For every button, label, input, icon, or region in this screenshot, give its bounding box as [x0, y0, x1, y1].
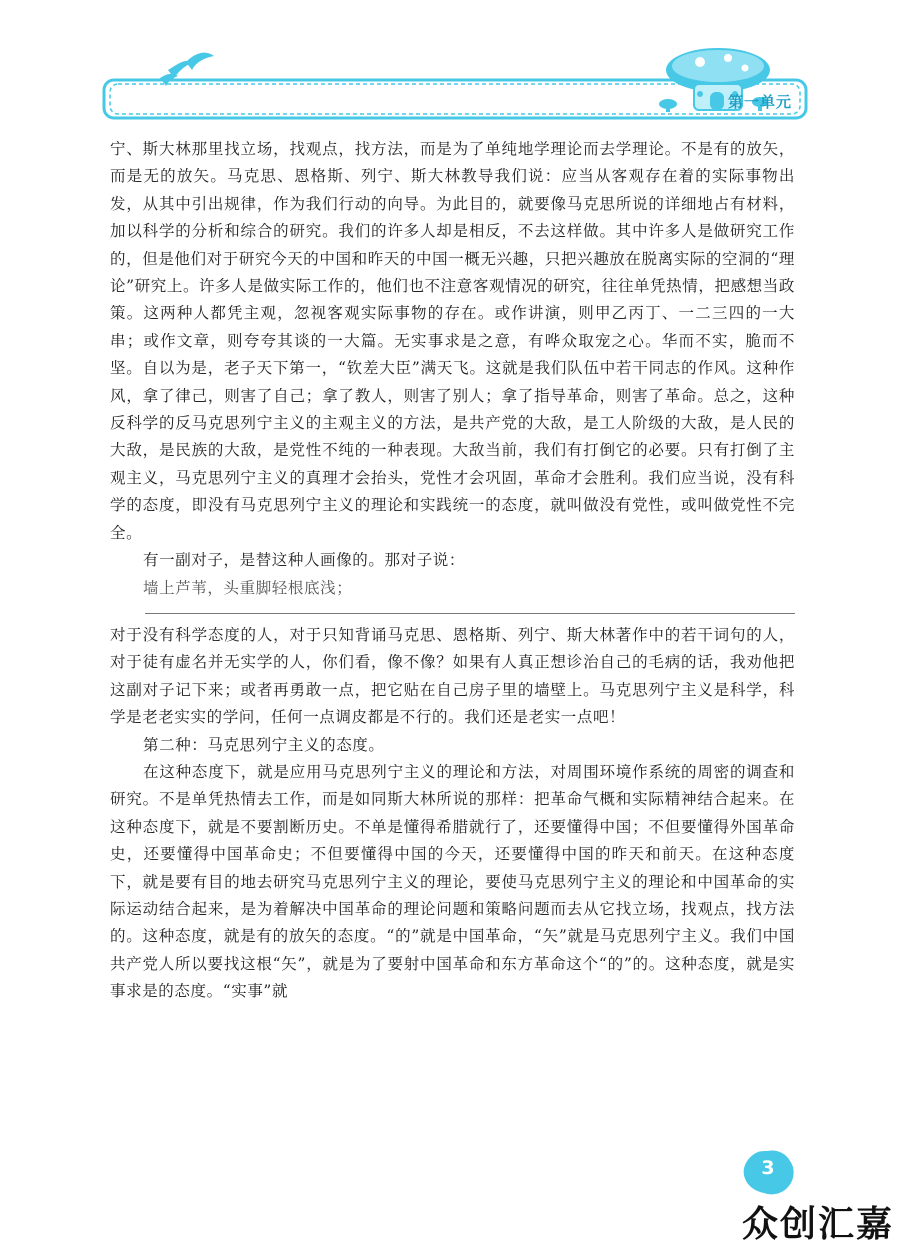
paragraph: 有一副对子，是替这种人画像的。那对子说： — [143, 551, 466, 570]
divider — [145, 613, 795, 614]
paragraph: 在这种态度下，就是应用马克思列宁主义的理论和方法，对周围环境作系统的周密的调查和研究。不是单凭热情去工作，而是如同斯大林所说的那样：把革命气概和实际精神结合起来。在这种态度下，就是不要割断历史。不单是懂得希腊就行了，还要懂得中国；不但要懂得外国革命史，还要懂得中国革命史；不但要懂得中国的今天，还要懂得中国的昨天和前天。在这种态度下，就是要有目的地去研究马克思列宁主义的理论，要使马克思列宁主义的理论和中国革命的实际运动结合起来，是为着解决中国革命的理论问题和策略问题而去从它找立场，找观点，找方法的。这种态度，就是有的放矢的态度。“的”就是中国革命，“矢”就是马克思列宁主义。我们中国共产党人所以要找这根“矢”，就是为了要射中国革命和东方革命这个“的”的。这种态度，就是实事求是的态度。“实事”就 — [110, 762, 795, 1001]
couplet-line: 墙上芦苇，头重脚轻根底浅； — [143, 578, 353, 597]
paragraph: 宁、斯大林那里找立场，找观点，找方法，而是为了单纯地学理论而去学理论。不是有的放矢，而是无的放矢。马克思、恩格斯、列宁、斯大林教导我们说：应当从客观存在着的实际事物出发，从其中引出规律，作为我们行动的向导。为此目的，就要像马克思所说的详细地占有材料，加以科学的分析和综合的研究。我们的许多人却是相反，不去这样做。其中许多人是做研究工作的，但是他们对于研究今天的中国和昨天的中国一概无兴趣，只把兴趣放在脱离实际的空洞的“理论”研究上。许多人是做实际工作的，他们也不注意客观情况的研究，往往单凭热情，把感想当政策。这两种人都凭主观，忽视客观实际事物的存在。或作讲演，则甲乙丙丁、一二三四的一大串；或作文章，则夸夸其谈的一大篇。无实事求是之意，有哗众取宠之心。华而不实，脆而不坚。自以为是，老子天下第一，“钦差大臣”满天飞。这就是我们队伍中若干同志的作风。这种作风，拿了律己，则害了自己；拿了教人，则害了别人；拿了指导革命，则害了革命。总之，这种反科学的反马克思列宁主义的主观主义的方法，是共产党的大敌，是工人阶级的大敌，是人民的大敌，是民族的大敌，是党性不纯的一种表现。大敌当前，我们有打倒它的必要。只有打倒了主观主义，马克思列宁主义的真理才会抬头，党性才会巩固，革命才会胜利。我们应当说，没有科学的态度，即没有马克思列宁主义的理论和实践统一的态度，就叫做没有党性，或叫做党性不完全。 — [110, 140, 795, 542]
main-content — [110, 136, 795, 1006]
section-heading: 第二种：马克思列宁主义的态度。 — [143, 735, 385, 754]
page-number: 3 — [761, 1157, 775, 1179]
watermark: 众创汇嘉 — [741, 1204, 894, 1245]
unit-title: 第一单元 — [727, 93, 792, 111]
page-header — [0, 0, 900, 125]
paragraph: 对于没有科学态度的人，对于只知背诵马克思、恩格斯、列宁、斯大林著作中的若干词句的人，对于徒有虚名并无实学的人，你们看，像不像？如果有人真正想诊治自己的毛病的话，我劝他把这副对子记下来；或者再勇敢一点，把它贴在自己房子里的墙壁上。马克思列宁主义是科学，科学是老老实实的学问，任何一点调皮都是不行的。我们还是老实一点吧！ — [110, 625, 795, 727]
